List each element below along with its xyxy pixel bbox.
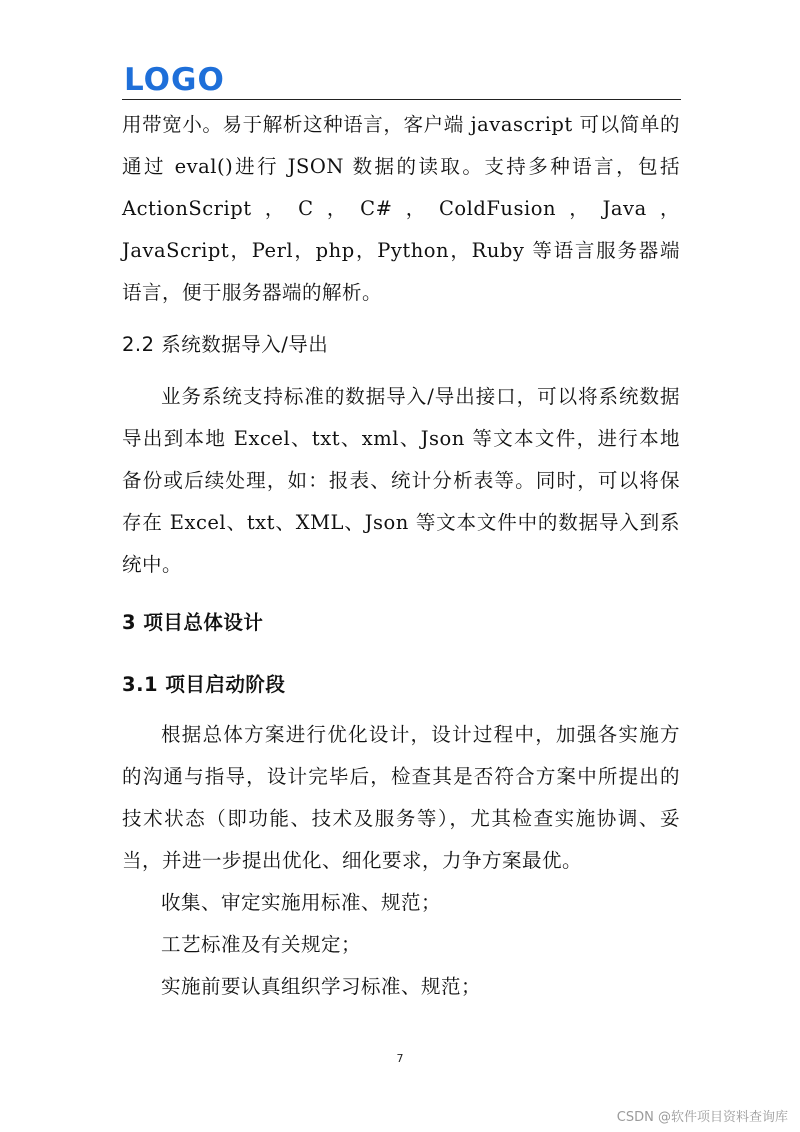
- header-divider: [122, 99, 681, 100]
- paragraph-data-import-export: 业务系统支持标准的数据导入/导出接口，可以将系统数据导出到本地 Excel、txt、xml、Json 等文本文件，进行本地备份或后续处理，如：报表、统计分析表等。同时，可以将保存在 Excel、txt、XML、Json 等文本文件中的数据导入到系统中。: [122, 385, 680, 576]
- section-heading-3: 3 项目总体设计: [122, 611, 264, 634]
- paragraph-project-startup: 根据总体方案进行优化设计，设计过程中，加强各实施方的沟通与指导，设计完毕后，检查其是否符合方案中所提出的技术状态（即功能、技术及服务等），尤其检查实施协调、妥当，并进一步提出优化、细化要求，力争方案最优。: [122, 723, 680, 872]
- page-number: 7: [396, 1052, 404, 1065]
- paragraph-json-advantages: 用带宽小。易于解析这种语言，客户端 javascript 可以简单的通过 eval()进行 JSON 数据的读取。支持多种语言，包括 ActionScript，C，C#，ColdFusion，Java，JavaScript，Perl，php，Python，Ruby 等语言服务器端语言，便于服务器端的解析。: [122, 113, 680, 304]
- document-body: [122, 104, 680, 1008]
- watermark: CSDN @软件项目资料查询库: [616, 1110, 788, 1125]
- list-item: 实施前要认真组织学习标准、规范；: [161, 975, 482, 998]
- section-heading-3-1: 3.1 项目启动阶段: [122, 673, 286, 696]
- list-item: 收集、审定实施用标准、规范；: [161, 891, 442, 914]
- section-heading-2-2: 2.2 系统数据导入/导出: [122, 333, 329, 356]
- list-item: 工艺标准及有关规定；: [161, 933, 362, 956]
- logo: LOGO: [124, 62, 225, 98]
